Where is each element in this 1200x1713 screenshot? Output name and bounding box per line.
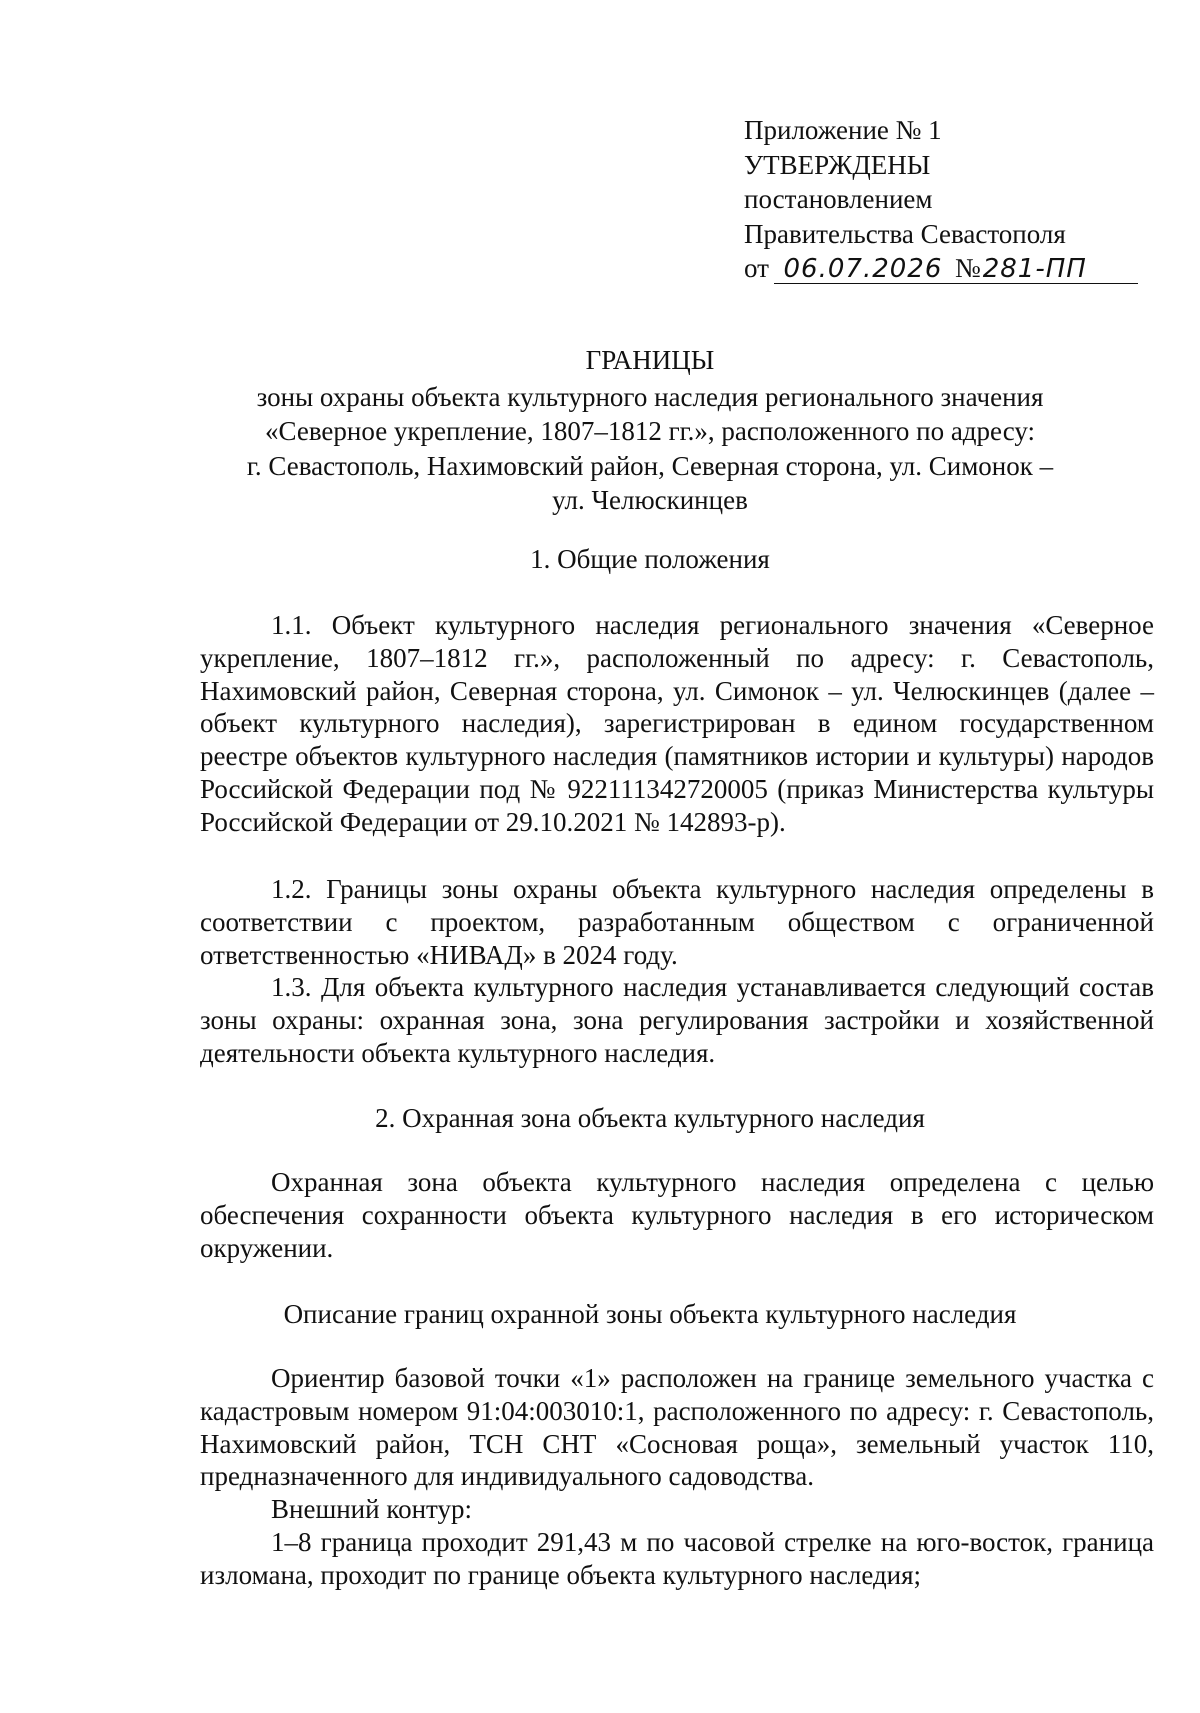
section-2-heading: 2. Охранная зона объекта культурного наследия: [375, 1103, 925, 1133]
number-sign: №: [954, 253, 981, 283]
document-title: [200, 343, 1100, 518]
section-1-heading: 1. Общие положения: [530, 544, 770, 574]
title-line-1: зоны охраны объекта культурного наследия регионального значения: [256, 381, 1044, 412]
paragraph-2-2: Ориентир базовой точки «1» расположен на границе земельного участка с кадастровым номером 91:04:003010:1, расположенного по адресу: г. Севастополь, Нахимовский район, ТСН СНТ «Сосновая роща», земельный участок 110, предназначенного для индивидуального садоводства.: [200, 1363, 1154, 1492]
from-label: от: [744, 253, 769, 283]
paragraph-1-3: 1.3. Для объекта культурного наследия устанавливается следующий состав зоны охраны: охранная зона, зона регулирования застройки и хозяйственной деятельности объекта культурного наследия.: [200, 972, 1154, 1068]
date-number-line: [744, 251, 1133, 287]
title-line-4: ул. Челюскинцев: [552, 485, 748, 515]
paragraph-2-1: Охранная зона объекта культурного наследия определена с целью обеспечения сохранности объекта культурного наследия в его историческом окружении.: [200, 1167, 1154, 1263]
signature-underline: [774, 283, 1138, 284]
paragraph-2-3: Внешний контур:: [271, 1494, 472, 1524]
title-line-3: г. Севастополь, Нахимовский район, Северная сторона, ул. Симонок –: [246, 450, 1054, 481]
section-2-subheading: Описание границ охранной зоны объекта культурного наследия: [283, 1299, 1017, 1329]
paragraph-2-4: 1–8 граница проходит 291,43 м по часовой стрелке на юго-восток, граница изломана, проходит по границе объекта культурного наследия;: [200, 1527, 1154, 1590]
handwritten-date: 06.07.2026: [783, 254, 943, 284]
handwritten-number: 281-ПП: [982, 254, 1087, 284]
title-main: ГРАНИЦЫ: [585, 345, 715, 375]
government-label: Правительства Севастополя: [744, 218, 1066, 249]
resolution-label: постановлением: [744, 184, 933, 214]
title-line-2: «Северное укрепление, 1807–1812 гг.», расположенного по адресу:: [265, 416, 1035, 446]
appendix-label: Приложение № 1: [744, 115, 942, 145]
approved-label: УТВЕРЖДЕНЫ: [744, 149, 931, 180]
paragraph-1-1: 1.1. Объект культурного наследия регионального значения «Северное укрепление, 1807–1812 гг.», расположенный по адресу: г. Севастополь, Нахимовский район, Северная сторона, ул. Симонок – ул. Челюскинцев (далее – объект культурного наследия), зарегистрирован в едином государственном реестре объектов культурного наследия (памятников истории и культуры) народов Российской Федерации под № 922111342720005 (приказ Министерства культуры Российской Федерации от 29.10.2021 № 142893-р).: [200, 610, 1154, 837]
paragraph-1-2: 1.2. Границы зоны охраны объекта культурного наследия определены в соответствии с проектом, разработанным обществом с ограниченной ответственностью «НИВАД» в 2024 году.: [200, 874, 1154, 970]
approval-block: [744, 113, 1133, 287]
